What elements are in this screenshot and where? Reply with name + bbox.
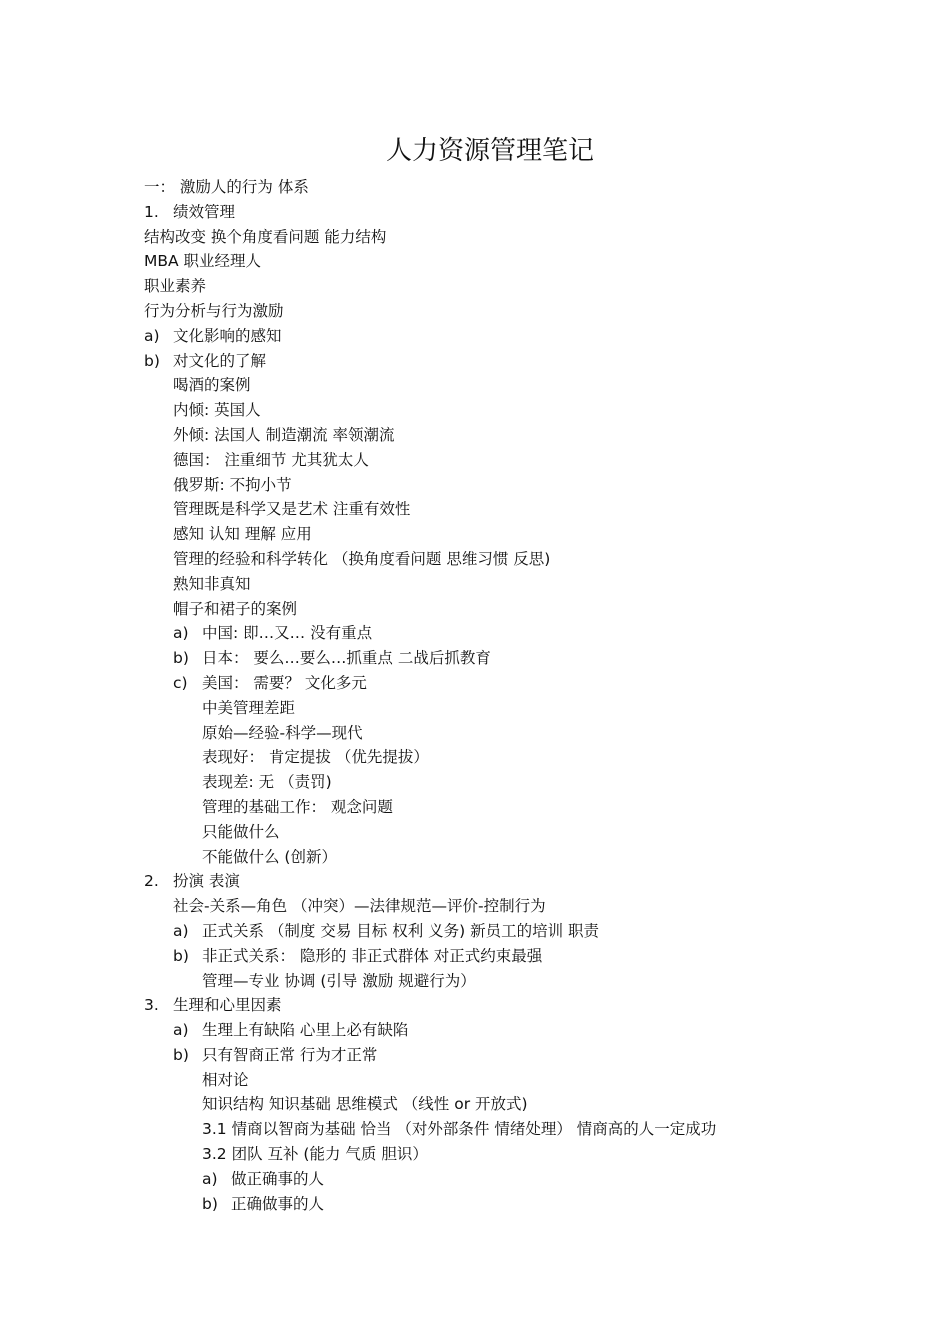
line-text: 对文化的了解 [173, 351, 267, 370]
list-marker: c) [173, 673, 188, 692]
text-line [144, 770, 864, 795]
line-text: 一： 激励人的行为 体系 [144, 178, 309, 196]
line-text: 相对论 [202, 1070, 249, 1089]
lettered-item [144, 349, 864, 374]
line-text: 内倾: 英国人 [173, 401, 261, 420]
numbered-item [144, 869, 864, 894]
document-title: 人力资源管理笔记 [385, 136, 594, 166]
line-text: 做正确事的人 [231, 1169, 325, 1188]
text-line [144, 373, 864, 398]
line-text: MBA 职业经理人 [144, 252, 262, 271]
text-line [144, 522, 864, 547]
text-line [144, 225, 864, 250]
text-line [144, 969, 864, 994]
line-text: 只能做什么 [202, 822, 280, 841]
lettered-item [144, 646, 864, 671]
list-marker: a) [173, 921, 189, 940]
text-line [144, 473, 864, 498]
lettered-item [144, 919, 864, 944]
text-line [144, 299, 864, 324]
text-line [144, 845, 864, 870]
line-text: 感知 认知 理解 应用 [173, 525, 312, 544]
lettered-item [144, 944, 864, 969]
line-text: 3.1 情商以智商为基础 恰当 （对外部条件 情绪处理） 情商高的人一定成功 [202, 1120, 717, 1139]
line-text: 3.2 团队 互补 (能力 气质 胆识） [202, 1145, 428, 1164]
line-text: 正式关系 （制度 交易 目标 权利 义务) 新员工的培训 职责 [202, 921, 600, 940]
document-body [144, 175, 864, 1216]
text-line [144, 721, 864, 746]
line-text: 德国： 注重细节 尤其犹太人 [173, 450, 369, 469]
line-text: 只有智商正常 行为才正常 [202, 1045, 378, 1064]
text-line [144, 1068, 864, 1093]
line-text: 扮演 表演 [173, 872, 240, 891]
list-marker: 1. [144, 202, 159, 221]
text-line [144, 497, 864, 522]
list-marker: 2. [144, 872, 159, 891]
line-text: 原始—经验-科学—现代 [202, 723, 363, 742]
lettered-item [144, 1167, 864, 1192]
text-line [144, 1142, 864, 1167]
line-text: 绩效管理 [173, 202, 236, 221]
list-marker: b) [202, 1194, 218, 1213]
text-line [144, 1117, 864, 1142]
line-text: 表现好： 肯定提拔 （优先提拔） [202, 748, 429, 767]
text-line [144, 696, 864, 721]
text-line [144, 894, 864, 919]
list-marker: a) [144, 326, 160, 345]
line-text: 日本： 要么…要么…抓重点 二战后抓教育 [202, 649, 491, 668]
numbered-item [144, 200, 864, 225]
line-text: 非正式关系： 隐形的 非正式群体 对正式约束最强 [202, 946, 543, 965]
text-line [144, 795, 864, 820]
line-text: 生理上有缺陷 心里上必有缺陷 [202, 1021, 409, 1040]
line-text: 美国： 需要？ 文化多元 [202, 673, 367, 692]
lettered-item [144, 671, 864, 696]
line-text: 喝酒的案例 [173, 376, 251, 395]
line-text: 文化影响的感知 [173, 326, 282, 345]
line-text: 管理的基础工作： 观念问题 [202, 797, 393, 816]
text-line [144, 572, 864, 597]
lettered-item [144, 621, 864, 646]
line-text: 管理的经验和科学转化 （换角度看问题 思维习惯 反思) [173, 549, 551, 568]
section-heading [144, 175, 864, 200]
list-marker: b) [173, 649, 189, 668]
line-text: 结构改变 换个角度看问题 能力结构 [144, 227, 387, 246]
line-text: 中国: 即…又… 没有重点 [202, 624, 373, 643]
text-line [144, 398, 864, 423]
line-text: 熟知非真知 [173, 574, 251, 593]
line-text: 表现差: 无 （责罚) [202, 773, 332, 792]
line-text: 生理和心里因素 [173, 996, 282, 1015]
numbered-item [144, 993, 864, 1018]
line-text: 社会-关系—角色 （冲突）—法律规范—评价-控制行为 [173, 897, 546, 916]
line-text: 不能做什么 (创新） [202, 847, 337, 866]
text-line [144, 423, 864, 448]
list-marker: b) [144, 351, 160, 370]
line-text: 行为分析与行为激励 [144, 301, 284, 320]
line-text: 俄罗斯: 不拘小节 [173, 475, 292, 494]
list-marker: b) [173, 1045, 189, 1064]
text-line [144, 597, 864, 622]
list-marker: a) [173, 624, 189, 643]
text-line [144, 547, 864, 572]
text-line [144, 249, 864, 274]
line-text: 知识结构 知识基础 思维模式 （线性 or 开放式) [202, 1095, 528, 1114]
line-text: 中美管理差距 [202, 698, 296, 717]
lettered-item [144, 1043, 864, 1068]
text-line [144, 274, 864, 299]
line-text: 管理—专业 协调 (引导 激励 规避行为） [202, 971, 476, 990]
text-line [144, 745, 864, 770]
lettered-item [144, 1018, 864, 1043]
text-line [144, 820, 864, 845]
list-marker: a) [173, 1021, 189, 1040]
line-text: 外倾: 法国人 制造潮流 率领潮流 [173, 425, 395, 444]
line-text: 正确做事的人 [231, 1194, 325, 1213]
line-text: 帽子和裙子的案例 [173, 599, 298, 618]
text-line [144, 1092, 864, 1117]
list-marker: 3. [144, 996, 159, 1015]
line-text: 管理既是科学又是艺术 注重有效性 [173, 500, 411, 519]
list-marker: b) [173, 946, 189, 965]
lettered-item [144, 324, 864, 349]
list-marker: a) [202, 1169, 218, 1188]
lettered-item [144, 1192, 864, 1217]
line-text: 职业素养 [144, 277, 207, 296]
text-line [144, 448, 864, 473]
